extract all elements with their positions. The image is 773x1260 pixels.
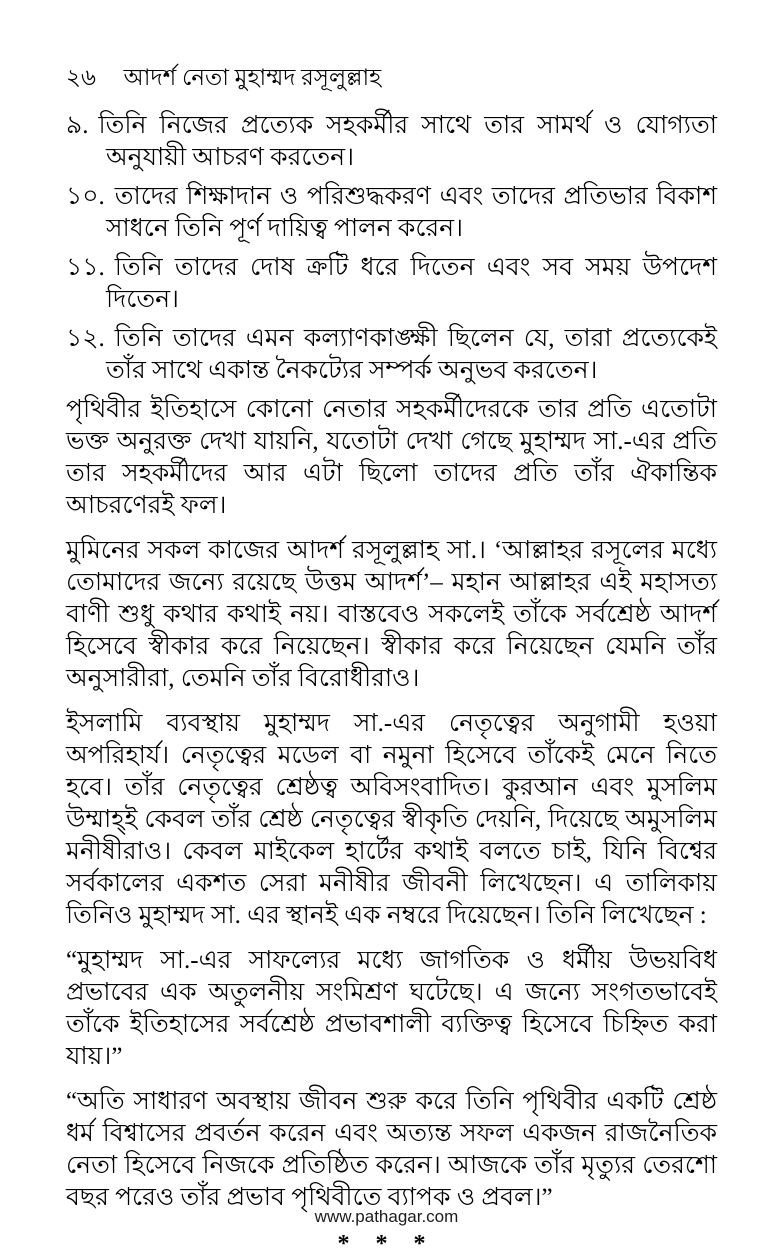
page-number: ২৬ bbox=[66, 65, 96, 90]
list-item-11 bbox=[66, 252, 717, 316]
page-footer bbox=[0, 1207, 773, 1227]
list-item-12 bbox=[66, 323, 717, 387]
quote-paragraph-2: “অতি সাধারণ অবস্থায় জীবন শুরু করে তিনি পৃথিবীর একটি শ্রেষ্ঠ ধর্ম বিশ্বাসের প্রবর্তন করেন এবং অত্যন্ত সফল একজন রাজনৈতিক নেতা হিসেবে নিজকে প্রতিষ্ঠিত করেন। আজকে তাঁর মৃত্যুর তেরশো বছর পরেও তাঁর প্রভাব পৃথিবীতে ব্যাপক ও প্রবল।” bbox=[66, 1088, 717, 1211]
book-title: আদর্শ নেতা মুহাম্মদ রসূলুল্লাহ bbox=[123, 65, 382, 90]
list-number: ১০. bbox=[66, 183, 105, 210]
list-text: তিনি তাদের এমন কল্যাণকাঙ্ক্ষী ছিলেন যে, তারা প্রত্যেকেই তাঁর সাথে একান্ত নৈকট্যের সম্পর্ক অনুভব করতেন। bbox=[106, 325, 717, 384]
paragraph-3: ইসলামি ব্যবস্থায় মুহাম্মদ সা.-এর নেতৃত্বের অনুগামী হওয়া অপরিহার্য। নেতৃত্বের মডেল বা নমুনা হিসেবে তাঁকেই মেনে নিতে হবে। তাঁর নেতৃত্বের শ্রেষ্ঠত্ব অবিসংবাদিত। কুরআন এবং মুসলিম উম্মাহ্‌ই কেবল তাঁর শ্রেষ্ঠ নেতৃত্বের স্বীকৃতি দেয়নি, দিয়েছে অমুসলিম মনীষীরাও। কেবল মাইকেল হার্টের কথাই বলতে চাই, যিনি বিশ্বের সর্বকালের একশত সেরা মনীষীর জীবনী লিখেছেন। এ তালিকায় তিনিও মুহাম্মদ সা. এর স্থানই এক নম্বরে দিয়েছেন। তিনি লিখেছেন : bbox=[66, 710, 717, 929]
quote-paragraph-1: “মুহাম্মদ সা.-এর সাফল্যের মধ্যে জাগতিক ও ধর্মীয় উভয়বিধ প্রভাবের এক অতুলনীয় সংমিশ্রণ ঘটেছে। এ জন্যে সংগতভাবেই তাঁকে ইতিহাসের সর্বশ্রেষ্ঠ প্রভাবশালী ব্যক্তিত্ব হিসেবে চিহ্নিত করা যায়।” bbox=[66, 947, 717, 1070]
list-text: তিনি তাদের দোষ ক্রটি ধরে দিতেন এবং সব সময় উপদেশ দিতেন। bbox=[106, 254, 717, 313]
paragraph-2: মুমিনের সকল কাজের আদর্শ রসূলুল্লাহ সা.। ‘আল্লাহর রসূলের মধ্যে তোমাদের জন্যে রয়েছে উত্তম আদর্শ’– মহান আল্লাহর এই মহাসত্য বাণী শুধু কথার কথাই নয়। বাস্তবেও সকলেই তাঁকে সর্বশ্রেষ্ঠ আদর্শ হিসেবে স্বীকার করে নিয়েছেন। স্বীকার করে নিয়েছেন যেমনি তাঁর অনুসারীরা, তেমনি তাঁর বিরোধীরাও। bbox=[66, 537, 717, 692]
section-end-asterisks: * * * bbox=[337, 1231, 436, 1257]
footer-url: www.pathagar.com bbox=[314, 1207, 459, 1226]
list-text: তিনি নিজের প্রত্যেক সহকর্মীর সাথে তার সামর্থ ও যোগ্যতা অনুযায়ী আচরণ করতেন। bbox=[98, 112, 717, 171]
list-item-10 bbox=[66, 181, 717, 245]
list-number: ১২. bbox=[66, 325, 105, 352]
paragraph-1: পৃথিবীর ইতিহাসে কোনো নেতার সহকর্মীদেরকে তার প্রতি এতোটা ভক্ত অনুরক্ত দেখা যায়নি, যতোটা দেখা গেছে মুহাম্মদ সা.-এর প্রতি তার সহকর্মীদের আর এটা ছিলো তাদের প্রতি তাঁর ঐকান্তিক আচরণেরই ফল। bbox=[66, 396, 717, 519]
list-number: ১১. bbox=[66, 254, 105, 281]
list-item-9 bbox=[66, 110, 717, 174]
running-header bbox=[66, 64, 717, 92]
numbered-list bbox=[66, 110, 717, 387]
list-text: তাদের শিক্ষাদান ও পরিশুদ্ধকরণ এবং তাদের প্রতিভার বিকাশ সাধনে তিনি পূর্ণ দায়িত্ব পালন করেন। bbox=[106, 183, 717, 242]
list-number: ৯. bbox=[66, 112, 89, 139]
page-body bbox=[66, 110, 717, 1260]
